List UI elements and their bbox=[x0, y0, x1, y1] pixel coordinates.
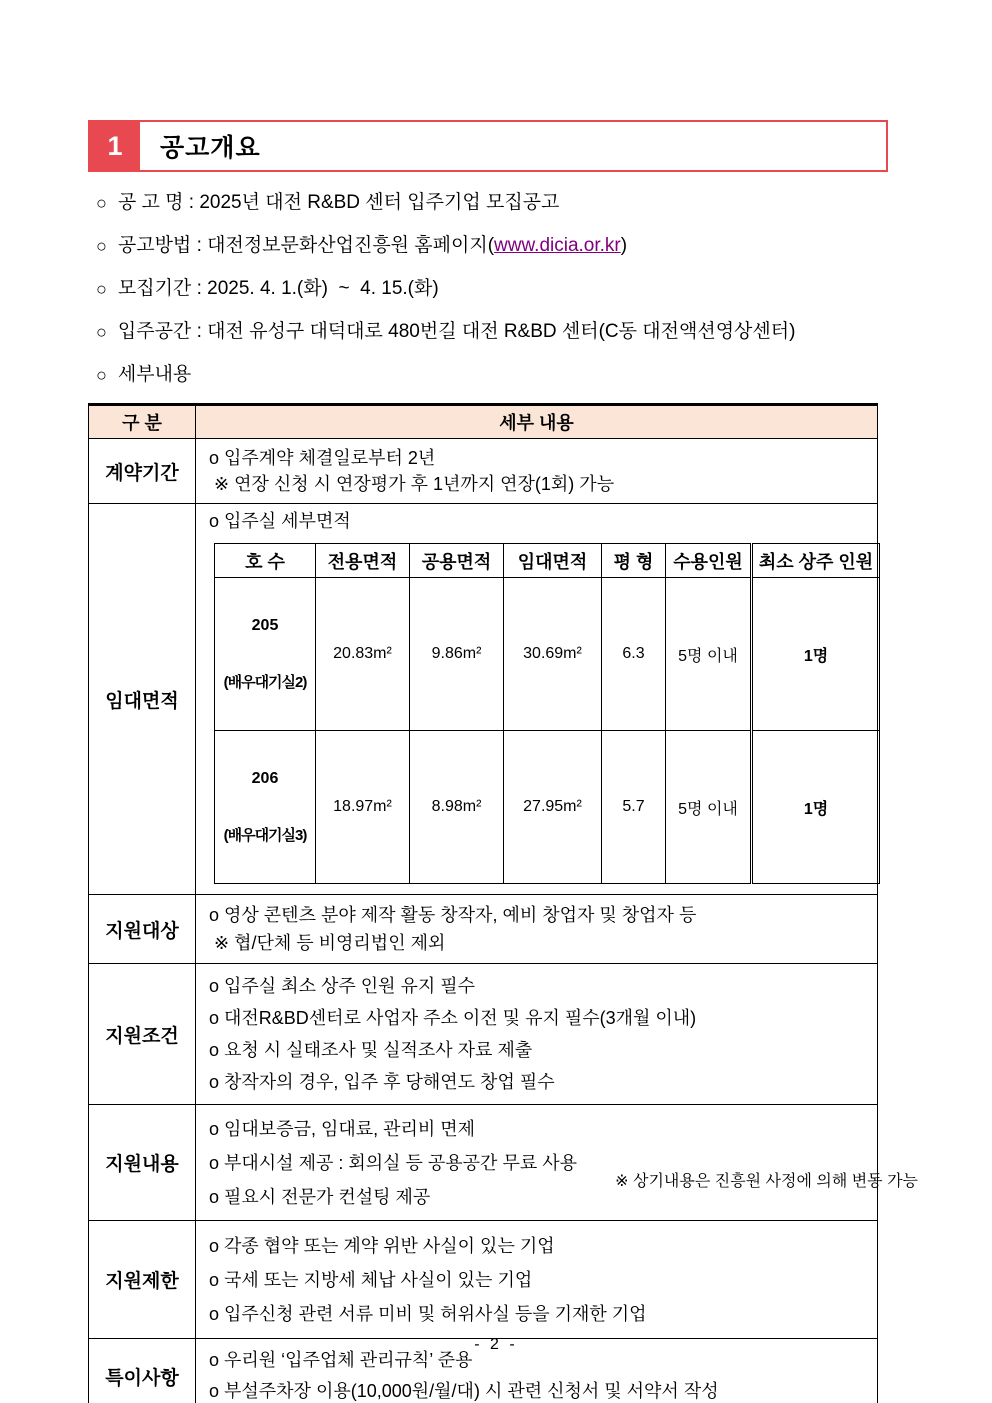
capacity-cell: 5명 이내 bbox=[666, 731, 752, 884]
room-header-rental: 임대면적 bbox=[504, 544, 602, 578]
bullet-text-suffix: ) bbox=[620, 235, 628, 256]
room-name: (배우대기실2) bbox=[223, 674, 307, 691]
room-table-header-row bbox=[215, 544, 880, 578]
content-line: o 입주실 세부면적 bbox=[209, 511, 351, 531]
content-line: o 임대보증금, 임대료, 관리비 면제 bbox=[209, 1118, 476, 1139]
page-number: - 2 - bbox=[474, 1336, 518, 1353]
room-number: 205 bbox=[251, 617, 279, 634]
room-header-common: 공용면적 bbox=[410, 544, 504, 578]
content-line: o 부대시설 제공 : 회의실 등 공용공간 무료 사용 bbox=[209, 1152, 578, 1173]
bullet-text: 공 고 명 : 2025년 대전 R&BD 센터 입주기업 모집공고 bbox=[117, 192, 560, 213]
section-title: 공고개요 bbox=[160, 134, 261, 162]
content-line: o 우리원 ‘입주업체 관리규칙’ 준용 bbox=[209, 1350, 473, 1370]
bullet-announcement-name bbox=[96, 189, 956, 217]
row-label: 지원내용 bbox=[89, 1105, 196, 1221]
details-table-header-row bbox=[89, 405, 878, 439]
bullet-text: 세부내용 bbox=[117, 364, 192, 385]
min-residents-cell: 1명 bbox=[752, 731, 880, 884]
rental-area-cell: 27.95m² bbox=[504, 731, 602, 884]
row-label: 임대면적 bbox=[89, 504, 196, 895]
room-header-number: 호 수 bbox=[215, 544, 316, 578]
room-header-capacity: 수용인원 bbox=[666, 544, 752, 578]
content-line: ※ 연장 신청 시 연장평가 후 1년까지 연장(1회) 가능 bbox=[209, 474, 615, 494]
common-area-cell: 8.98m² bbox=[410, 731, 504, 884]
section-header bbox=[88, 120, 888, 172]
row-label: 계약기간 bbox=[89, 439, 196, 504]
pyeong-cell: 5.7 bbox=[602, 731, 666, 884]
pyeong-cell: 6.3 bbox=[602, 578, 666, 731]
room-header-exclusive: 전용면적 bbox=[316, 544, 410, 578]
circle-bullet-icon: ○ bbox=[96, 236, 107, 256]
details-table bbox=[88, 403, 878, 1403]
row-support-benefits bbox=[89, 1105, 878, 1221]
row-content bbox=[196, 504, 878, 895]
row-content bbox=[196, 1105, 878, 1221]
content-line: o 입주실 최소 상주 인원 유지 필수 bbox=[209, 976, 476, 996]
room-detail-table bbox=[214, 543, 880, 884]
row-content bbox=[196, 1221, 878, 1339]
overview-bullet-list bbox=[96, 189, 956, 404]
content-line: ※ 협/단체 등 비영리법인 제외 bbox=[209, 933, 446, 953]
common-area-cell: 9.86m² bbox=[410, 578, 504, 731]
room-name: (배우대기실3) bbox=[223, 827, 307, 844]
room-number-cell bbox=[215, 731, 316, 884]
room-number: 206 bbox=[251, 770, 279, 787]
website-link[interactable]: www.dicia.or.kr bbox=[494, 235, 621, 256]
header-category: 구 분 bbox=[89, 405, 196, 439]
exclusive-area-cell: 18.97m² bbox=[316, 731, 410, 884]
circle-bullet-icon: ○ bbox=[96, 365, 107, 385]
row-support-conditions bbox=[89, 964, 878, 1105]
bullet-recruitment-period bbox=[96, 275, 956, 303]
content-line: o 입주계약 체결일로부터 2년 bbox=[209, 448, 436, 468]
bullet-location bbox=[96, 318, 956, 346]
content-line: o 입주신청 관련 서류 미비 및 허위사실 등을 기재한 기업 bbox=[209, 1303, 647, 1324]
content-line: o 부설주차장 이용(10,000원/월/대) 시 관련 신청서 및 서약서 작성 bbox=[209, 1381, 719, 1401]
row-contract-period bbox=[89, 439, 878, 504]
circle-bullet-icon: ○ bbox=[96, 279, 107, 299]
bullet-announcement-method bbox=[96, 232, 956, 260]
content-line: o 요청 시 실태조사 및 실적조사 자료 제출 bbox=[209, 1040, 533, 1060]
bullet-text bbox=[118, 232, 627, 260]
circle-bullet-icon: ○ bbox=[96, 322, 107, 342]
content-line: o 국세 또는 지방세 체납 사실이 있는 기업 bbox=[209, 1269, 533, 1290]
row-content bbox=[196, 439, 878, 504]
room-number-cell bbox=[215, 578, 316, 731]
row-label: 지원조건 bbox=[89, 964, 196, 1105]
row-rental-area bbox=[89, 504, 878, 895]
row-label: 지원대상 bbox=[89, 895, 196, 964]
row-support-target bbox=[89, 895, 878, 964]
room-header-pyeong: 평 형 bbox=[602, 544, 666, 578]
content-line: o 각종 협약 또는 계약 위반 사실이 있는 기업 bbox=[209, 1235, 555, 1256]
room-row-205 bbox=[215, 578, 880, 731]
change-disclaimer-note: ※ 상기내용은 진흥원 사정에 의해 변동 가능 bbox=[615, 1173, 918, 1190]
room-row-206 bbox=[215, 731, 880, 884]
capacity-cell: 5명 이내 bbox=[666, 578, 752, 731]
header-detail: 세부 내용 bbox=[196, 405, 878, 439]
content-line: o 필요시 전문가 컨설팅 제공 bbox=[209, 1186, 431, 1207]
content-line: o 창작자의 경우, 입주 후 당해연도 창업 필수 bbox=[209, 1072, 555, 1092]
rental-area-cell: 30.69m² bbox=[504, 578, 602, 731]
content-line: o 영상 콘텐츠 분야 제작 활동 창작자, 예비 창업자 및 창업자 등 bbox=[209, 905, 697, 925]
circle-bullet-icon: ○ bbox=[96, 193, 107, 213]
row-support-restrictions bbox=[89, 1221, 878, 1339]
row-content bbox=[196, 964, 878, 1105]
section-number-badge: 1 bbox=[90, 122, 140, 170]
exclusive-area-cell: 20.83m² bbox=[316, 578, 410, 731]
room-header-min-residents: 최소 상주 인원 bbox=[752, 544, 880, 578]
row-label: 지원제한 bbox=[89, 1221, 196, 1339]
bullet-text: 모집기간 : 2025. 4. 1.(화) ~ 4. 15.(화) bbox=[117, 278, 439, 299]
content-line: o 대전R&BD센터로 사업자 주소 이전 및 유지 필수(3개월 이내) bbox=[209, 1008, 697, 1028]
bullet-text-prefix: 공고방법 : 대전정보문화산업진흥원 홈페이지( bbox=[117, 235, 495, 256]
bullet-details bbox=[96, 361, 956, 389]
min-residents-cell: 1명 bbox=[752, 578, 880, 731]
row-label: 특이사항 bbox=[89, 1339, 196, 1403]
row-content bbox=[196, 895, 878, 964]
bullet-text: 입주공간 : 대전 유성구 대덕대로 480번길 대전 R&BD 센터(C동 대전액션영상센터) bbox=[117, 321, 796, 342]
